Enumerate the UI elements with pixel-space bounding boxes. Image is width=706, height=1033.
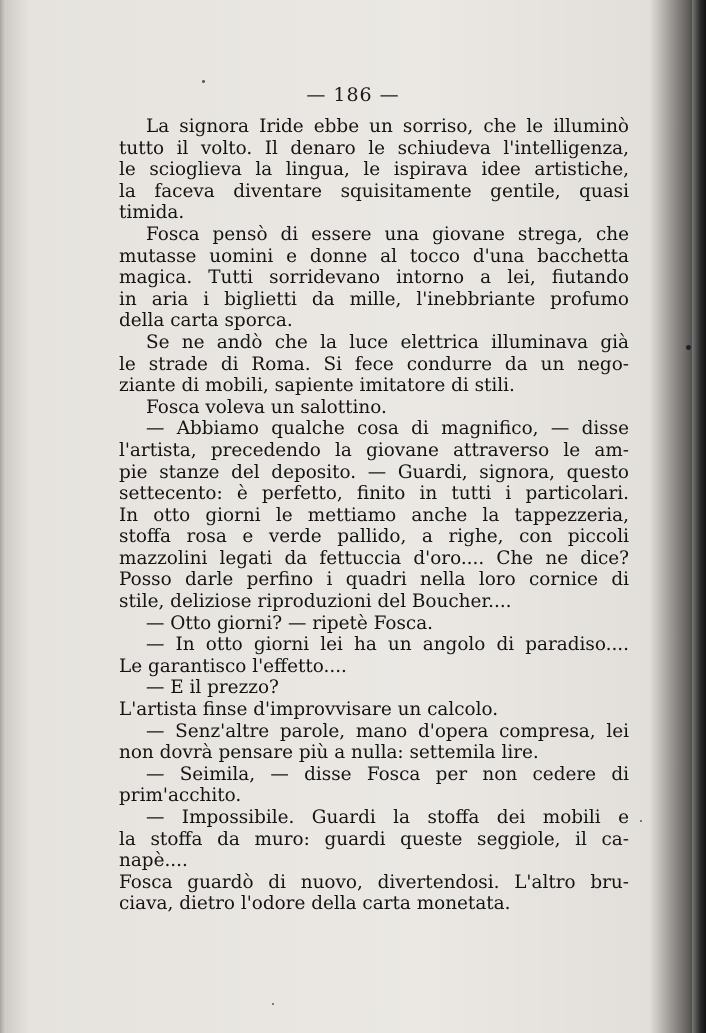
text-line: — Impossibile. Guardi la stoffa dei mobili e — [146, 807, 629, 828]
paper-speck — [640, 820, 642, 822]
text-line: — In otto giorni lei ha un angolo di paradiso.... — [146, 634, 629, 656]
text-line: prim'acchito. — [119, 785, 242, 807]
paper-speck — [686, 345, 691, 350]
text-line: In otto giorni le mettiamo anche la tappezzeria, — [119, 504, 629, 526]
text-line: l'artista, precedendo la giovane attraverso le am- — [119, 439, 629, 461]
text-line: — Seimila, — disse Fosca per non cedere di — [146, 763, 629, 785]
book-spine-shadow — [692, 0, 706, 1033]
text-line: L'artista finse d'improvvisare un calcolo. — [119, 699, 499, 721]
text-line: napè.... — [119, 850, 188, 872]
text-line: timida. — [119, 202, 185, 224]
text-line: stile, deliziose riproduzioni del Boucher.... — [119, 591, 512, 613]
text-line: Fosca guardò di nuovo, divertendosi. L'altro bru- — [119, 871, 629, 893]
text-line: ciava, dietro l'odore della carta monetata. — [119, 893, 511, 915]
text-line: la stoffa da muro: guardi queste seggiole, il ca- — [119, 828, 629, 850]
text-line: pie stanze del deposito. — Guardi, signora, questo — [119, 461, 629, 483]
text-line: Fosca pensò di essere una giovane strega, che — [146, 223, 629, 245]
text-line: la faceva diventare squisitamente gentile, quasi — [119, 180, 629, 202]
paper-speck — [202, 80, 205, 83]
paper-speck — [272, 1003, 274, 1005]
text-line: ziante di mobili, sapiente imitatore di stili. — [119, 375, 515, 397]
text-line: in aria i biglietti da mille, l'inebbriante profumo — [119, 288, 629, 310]
text-line: mazzolini legati da fettuccia d'oro.... Che ne dice? — [119, 547, 629, 569]
text-line: Posso darle perfino i quadri nella loro cornice di — [119, 569, 629, 591]
text-line: tutto il volto. Il denaro le schiudeva l'intelligenza, — [119, 137, 629, 159]
page-left-edge — [0, 0, 6, 1033]
text-line: Fosca voleva un salottino. — [146, 396, 387, 418]
text-line: stoffa rosa e verde pallido, a righe, con piccoli — [119, 526, 629, 548]
text-line: Le garantisco l'effetto.... — [119, 655, 347, 677]
body-text — [119, 116, 629, 915]
text-line: — E il prezzo? — [146, 677, 279, 699]
page-number: — 186 — — [306, 84, 400, 106]
text-line: della carta sporca. — [119, 310, 293, 332]
text-line: La signora Iride ebbe un sorriso, che le illuminò — [146, 116, 629, 137]
text-line: le strade di Roma. Si fece condurre da un nego- — [119, 353, 629, 375]
text-line: le scioglieva la lingua, le ispirava idee artistiche, — [119, 159, 629, 181]
text-line: — Otto giorni? — ripetè Fosca. — [146, 612, 434, 634]
text-line: — Abbiamo qualche cosa di magnifico, — disse — [146, 418, 629, 440]
text-line: non dovrà pensare più a nulla: settemila lire. — [119, 742, 539, 764]
text-line: — Senz'altre parole, mano d'opera compresa, lei — [146, 720, 629, 742]
text-line: settecento: è perfetto, finito in tutti i particolari. — [119, 483, 629, 505]
text-line: mutasse uomini e donne al tocco d'una bacchetta — [119, 245, 629, 267]
text-line: Se ne andò che la luce elettrica illuminava già — [146, 331, 629, 353]
text-line: magica. Tutti sorridevano intorno a lei, fiutando — [119, 267, 629, 289]
